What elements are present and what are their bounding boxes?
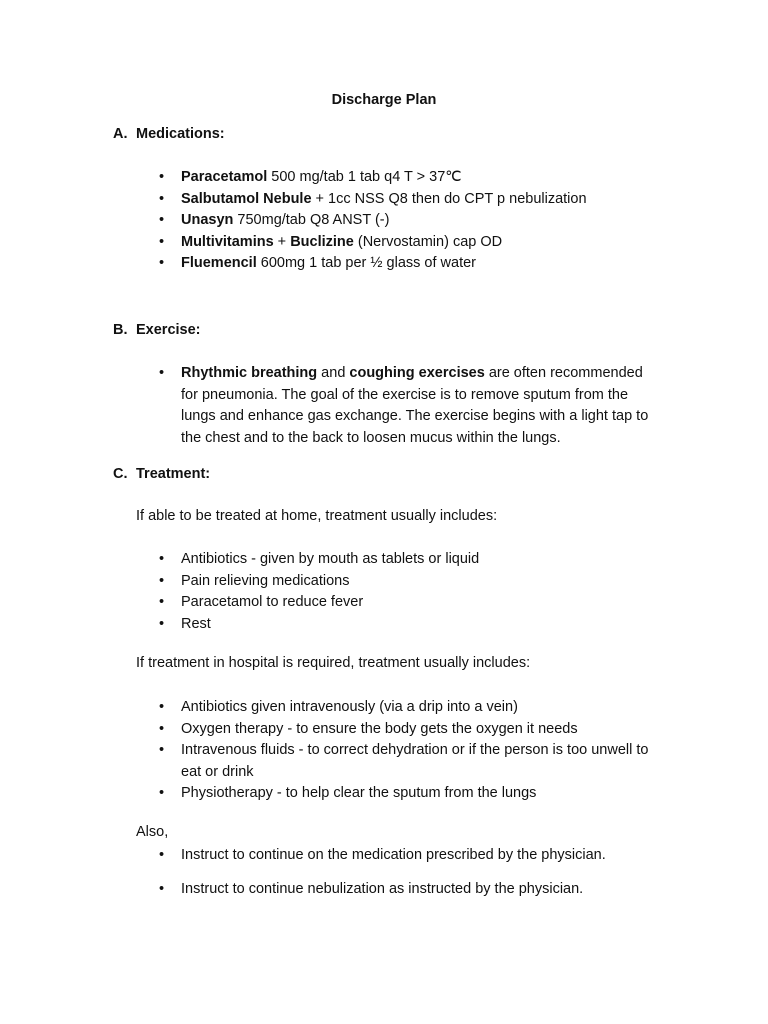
section-c-title: Treatment:: [136, 466, 211, 482]
home-treatment-intro: If able to be treated at home, treatment usually includes:: [136, 508, 498, 524]
list-item: [159, 845, 669, 867]
list-item: [159, 697, 671, 719]
drug-name: Unasyn: [181, 212, 234, 228]
bullet: •: [159, 169, 165, 185]
list-item-text: Instruct to continue on the medication prescribed by the physician.: [181, 847, 606, 863]
medications-list: [159, 167, 669, 275]
section-b-letter: B.: [113, 322, 128, 338]
drug-name: Paracetamol: [181, 169, 268, 185]
list-item: [159, 614, 669, 636]
bullet: •: [159, 551, 165, 567]
exercise-list: [159, 363, 661, 449]
bullet: •: [159, 365, 165, 381]
list-item: [159, 253, 669, 275]
bullet: •: [159, 720, 165, 737]
list-item: [159, 571, 669, 593]
drug-name: Buclizine: [290, 233, 354, 250]
list-item-text: Rest: [181, 615, 211, 632]
bullet: •: [159, 233, 165, 250]
page-title: Discharge Plan: [331, 92, 437, 108]
list-item-text: Physiotherapy - to help clear the sputum from the lungs: [181, 785, 537, 801]
list-item-text: Paracetamol to reduce fever: [181, 594, 364, 610]
exercise-connector: and: [317, 365, 350, 381]
bullet: •: [159, 742, 165, 758]
drug-dose: 600mg 1 tab per ½ glass of water: [256, 255, 476, 271]
list-item-text: Pain relieving medications: [181, 572, 350, 589]
exercise-term: coughing exercises: [349, 365, 485, 381]
bullet: •: [159, 190, 165, 207]
list-item: [159, 592, 669, 614]
section-b-heading: [113, 322, 201, 338]
section-a-letter: A.: [113, 126, 128, 142]
bullet: •: [159, 847, 165, 863]
bullet: •: [159, 572, 165, 589]
bullet: •: [159, 594, 165, 610]
list-item: [159, 189, 669, 211]
list-item: [159, 719, 671, 741]
bullet: •: [159, 785, 165, 801]
bullet: •: [159, 212, 165, 228]
drug-dose: 750mg/tab Q8 ANST (-): [233, 212, 390, 228]
list-item: [159, 740, 671, 783]
bullet: •: [159, 255, 165, 271]
exercise-description: are often recommended for pneumonia. The goal of the exercise is to remove sputum from the lungs and enhance gas exchange. The exercise begins with a light tap to the chest and to the back to loosen mucus within the lungs.: [181, 365, 649, 446]
also-list-continued: [159, 879, 669, 901]
hospital-treatment-intro: If treatment in hospital is required, treatment usually includes:: [136, 655, 531, 671]
bullet: •: [159, 699, 165, 715]
list-item-text: Instruct to continue nebulization as instructed by the physician.: [181, 881, 584, 897]
drug-dose: 500 mg/tab 1 tab q4 T > 37℃: [267, 169, 462, 185]
list-item: [159, 783, 671, 805]
section-c-heading: [113, 466, 210, 482]
drug-connector: +: [273, 233, 291, 250]
list-item: [159, 363, 661, 449]
list-item: [159, 549, 669, 571]
list-item: [159, 879, 669, 901]
list-item-text: Intravenous fluids - to correct dehydration or if the person is too unwell to eat or drink: [181, 742, 649, 780]
list-item: [159, 232, 669, 254]
hospital-treatment-list: [159, 697, 671, 805]
bullet: •: [159, 881, 165, 897]
bullet: •: [159, 615, 165, 632]
home-treatment-list: [159, 549, 669, 635]
drug-dose: + 1cc NSS Q8 then do CPT p nebulization: [311, 190, 587, 207]
section-c-letter: C.: [113, 466, 128, 482]
drug-name: Salbutamol Nebule: [181, 190, 312, 207]
drug-name: Fluemencil: [181, 255, 257, 271]
also-label: Also,: [136, 824, 169, 840]
section-b-title: Exercise:: [136, 322, 201, 338]
list-item-text: Oxygen therapy - to ensure the body gets the oxygen it needs: [181, 720, 578, 737]
list-item: [159, 210, 669, 232]
list-item-text: Antibiotics - given by mouth as tablets or liquid: [181, 551, 480, 567]
drug-name: Multivitamins: [181, 233, 274, 250]
also-list: [159, 845, 669, 867]
drug-dose: (Nervostamin) cap OD: [353, 233, 503, 250]
list-item: [159, 167, 669, 189]
section-a-title: Medications:: [136, 126, 225, 142]
exercise-term: Rhythmic breathing: [181, 365, 318, 381]
list-item-text: Antibiotics given intravenously (via a drip into a vein): [181, 699, 518, 715]
section-a-heading: [113, 126, 225, 142]
